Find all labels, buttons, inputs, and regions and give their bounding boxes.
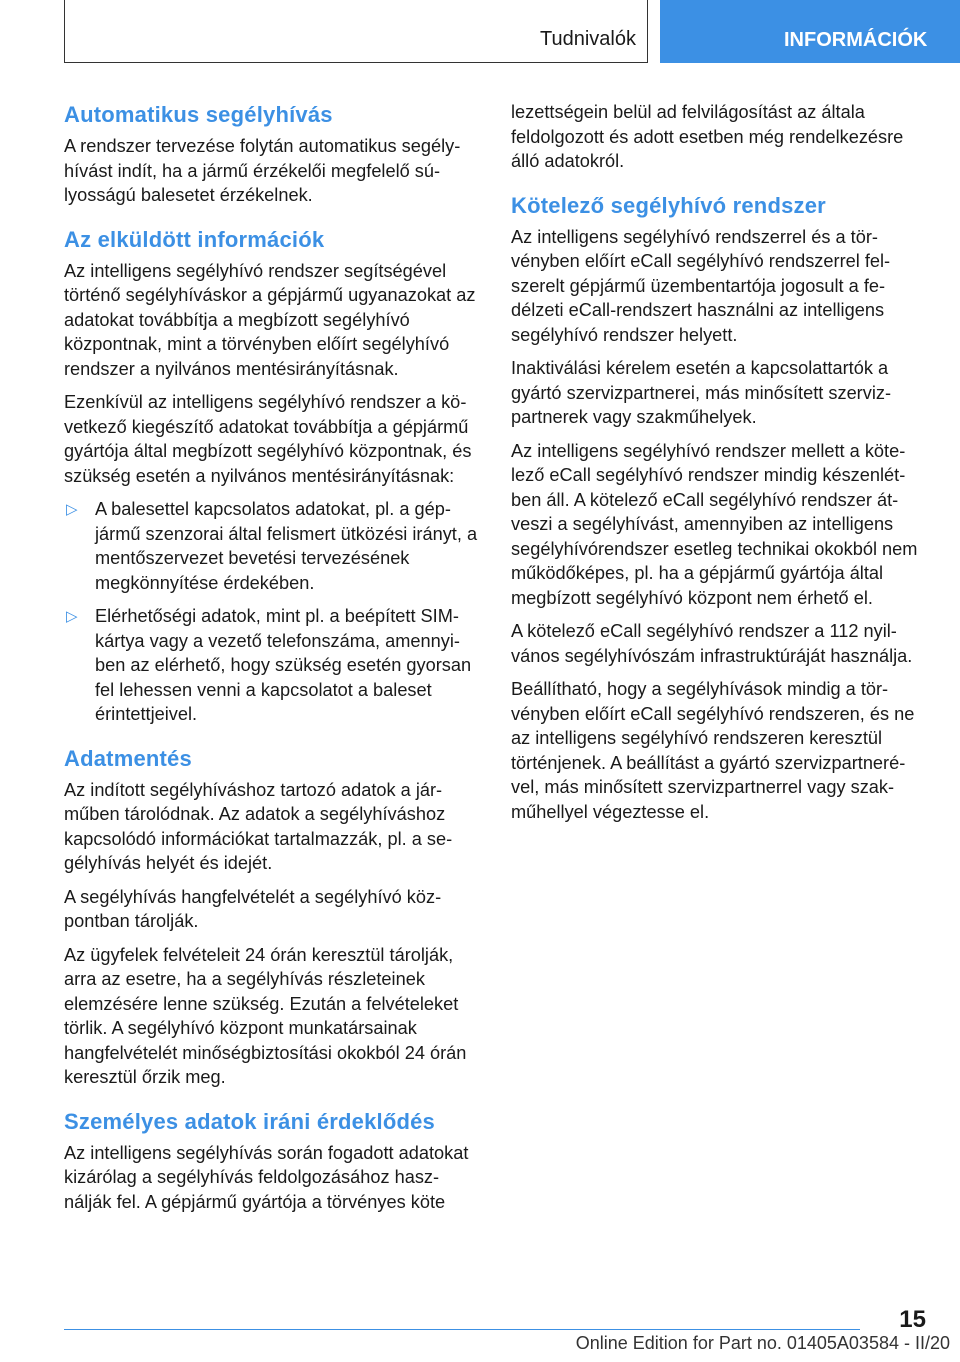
list-item xyxy=(64,497,478,595)
section-title: Automatikus segélyhívás xyxy=(64,102,333,127)
paragraph: A kötelező eCall segélyhívó rendszer a 112 nyilvános segélyhívószám infrastruktúráját használja. xyxy=(511,621,913,666)
paragraph: A segélyhívás hangfelvételét a segélyhívó központban tárolják. xyxy=(64,886,442,931)
section-title: Adatmentés xyxy=(64,745,192,771)
section-title: Az elküldött információk xyxy=(64,226,325,252)
section-automatic-call xyxy=(64,100,478,208)
list-item-text: Elérhetőségi adatok, mint pl. a beépített SIM-kártya vagy a vezető telefonszáma, amennyiben az elérhető, hogy szükség esetén gyorsan fel lehessen venni a kapcsolatot a baleset érintettjeivel. xyxy=(95,606,472,724)
left-column xyxy=(64,100,478,1231)
paragraph: Ezenkívül az intelligens segélyhívó rendszer a következő kiegészítő adatokat továbbítja a gépjármű gyártója által megbízott segélyhívó központnak, és szükség esetén a nyilvános mentésirányításnak: xyxy=(64,392,472,486)
bullet-list xyxy=(64,497,478,727)
paragraph: Az intelligens segélyhívó rendszer segítségével történő segélyhíváskor a gépjármű ugyanazokat az adatokat továbbítja a megbízott segélyhívó központnak, mint a törvényben előírt segélyhívó rendszer a nyilvános mentésirányításnak. xyxy=(64,260,476,379)
section-title: Személyes adatok iráni érdeklődés xyxy=(64,1108,435,1134)
triangle-right-icon: ▷ xyxy=(66,608,78,625)
footer-edition: Online Edition for Part no. 01405A03584 - II/20 xyxy=(575,1333,950,1353)
section-sent-info xyxy=(64,225,478,727)
footer-divider xyxy=(64,1329,860,1330)
triangle-right-icon: ▷ xyxy=(66,501,78,518)
chapter-label: INFORMÁCIÓK xyxy=(784,29,928,51)
paragraph: Beállítható, hogy a segélyhívások mindig a törvényben előírt eCall segélyhívó rendszeren, és ne az intelligens segélyhívó rendszeren keresztül történjenek. A beállítást a gyártó szervizpartnerével, más minősített szervizpartnerrel vagy szakműhellyel végeztesse el. xyxy=(511,679,915,822)
paragraph: A rendszer tervezése folytán automatikus segélyhívást indít, ha a jármű érzékelői megfelelő súlyosságú balesetet érzékelnek. xyxy=(64,136,461,205)
page-number: 15 xyxy=(899,1306,926,1333)
header-section-title: Tudnivalók xyxy=(540,28,636,50)
section-data-storage xyxy=(64,744,478,1090)
paragraph: lezettségein belül ad felvilágosítást az általa feldolgozott és adott esetben még rendelkezésre álló adatokról. xyxy=(511,102,904,171)
header-chapter-tab[interactable] xyxy=(660,0,960,63)
paragraph: Inaktiválási kérelem esetén a kapcsolattartók a gyártó szervizpartnerei, más minősített szervizpartnerek vagy szakműhelyek. xyxy=(511,358,892,427)
paragraph: Az intelligens segélyhívó rendszerrel és a törvényben előírt eCall segélyhívó rendszerrel felszerelt gépjármű üzembentartója jogosult a fedélzeti eCall-rendszert használni az intelligens segélyhívó rendszer helyett. xyxy=(511,226,891,345)
section-mandatory-ecall xyxy=(511,191,925,825)
list-item xyxy=(64,604,478,727)
right-column xyxy=(511,100,925,841)
list-item-text: A balesettel kapcsolatos adatokat, pl. a gépjármű szenzorai által felismert ütközési irányt, a mentőszervezet bevetési tervezésének megkönnyítése érdekében. xyxy=(95,499,478,593)
paragraph: Az indított segélyhíváshoz tartozó adatok a járműben tárolódnak. Az adatok a segélyhíváshoz kapcsolódó információkat tartalmazzák, pl. a segélyhívás helyét és idejét. xyxy=(64,779,453,873)
paragraph: Az intelligens segélyhívó rendszer mellett a kötelező eCall segélyhívó rendszer mindig készenlétben áll. A kötelező eCall segélyhívó rendszer átveszi a segélyhívást, amennyiben az intelligens segélyhívórendszer esetleg technikai okokból nem működőképes, pl. ha a gépjármű gyártója által megbízott segélyhívó központ nem érhető el. xyxy=(511,440,918,608)
section-personal-data xyxy=(64,1107,478,1215)
section-continuation xyxy=(511,100,925,174)
section-title: Kötelező segélyhívó rendszer xyxy=(511,192,826,218)
paragraph: Az intelligens segélyhívás során fogadott adatokat kizárólag a segélyhívás feldolgozásához használják fel. A gépjármű gyártója a törvényes köte xyxy=(64,1142,469,1212)
paragraph: Az ügyfelek felvételeit 24 órán keresztül tárolják, arra az esetre, ha a segélyhívás részleteinek elemzésére lenne szükség. Ezután a felvételeket törlik. A segélyhívó központ munkatársainak hangfelvételét minőségbiztosítási okokból 24 órán keresztül őrzik meg. xyxy=(64,944,467,1087)
